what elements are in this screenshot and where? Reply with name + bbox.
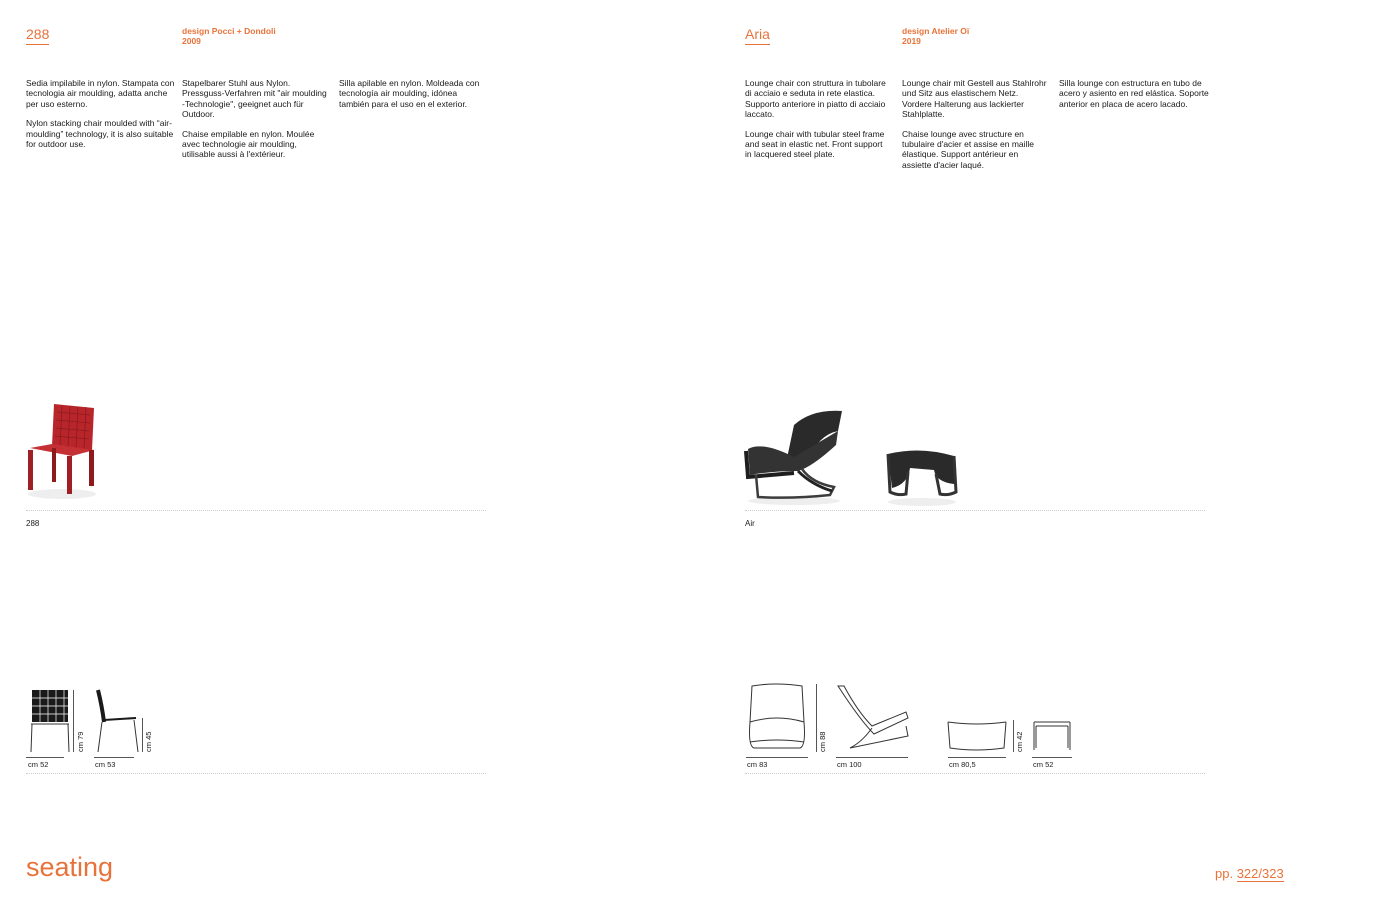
description-spanish: Silla lounge con estructura en tubo de acero y asiento en red elástica. Soporte anterior en placa de acero lacado. xyxy=(1059,78,1209,109)
chair-height-dimension: cm 88 xyxy=(818,731,827,752)
section-title: seating xyxy=(26,852,114,882)
design-credit xyxy=(902,26,969,46)
stool-depth-dimension-line xyxy=(1032,757,1072,758)
dotted-divider xyxy=(26,773,486,774)
width-dimension: cm 52 xyxy=(28,760,49,769)
stool-height-dimension-line xyxy=(1013,720,1014,752)
design-credit xyxy=(182,26,276,46)
image-caption: Air xyxy=(745,519,755,528)
description-german: Stapelbarer Stuhl aus Nylon. Pressguss-Verfahren mit "air moulding -Technologie", geeignet auch für Outdoor. xyxy=(182,78,327,120)
chair-side-drawing xyxy=(92,688,142,754)
seat-dimension-line xyxy=(142,718,143,752)
description-column-1 xyxy=(745,78,891,169)
stool-width-dimension: cm 80,5 xyxy=(949,760,976,769)
chair-height-dimension-line xyxy=(816,684,817,752)
description-column-3 xyxy=(339,78,489,118)
chair-depth-dimension-line xyxy=(836,757,908,758)
seat-height-dimension: cm 45 xyxy=(144,731,153,752)
depth-dimension: cm 53 xyxy=(95,760,116,769)
pages-prefix: pp. xyxy=(1215,866,1234,881)
page-numbers xyxy=(1215,866,1284,881)
stool-depth-dimension: cm 52 xyxy=(1033,760,1054,769)
dotted-divider xyxy=(745,773,1205,774)
chair-depth-dimension: cm 100 xyxy=(837,760,862,769)
description-english: Nylon stacking chair moulded with “air-moulding” technology, it is also suitable for outdoor use. xyxy=(26,118,174,150)
stool-image xyxy=(884,442,960,508)
description-italian: Sedia impilabile in nylon. Stampata con tecnologia air moulding, adatta anche per uso esterno. xyxy=(26,78,175,109)
depth-dimension-line xyxy=(94,757,134,758)
description-column-3 xyxy=(1059,78,1209,118)
lounge-front-drawing xyxy=(744,682,810,754)
description-column-2 xyxy=(182,78,327,169)
description-english: Lounge chair with tubular steel frame and seat in elastic net. Front support in lacquered steel plate. xyxy=(745,128,885,160)
description-german: Lounge chair mit Gestell aus Stahlrohr und Sitz aus elastischem Netz. Vordere Halterung aus lackierter Stahlplatte. xyxy=(902,78,1047,120)
chair-front-drawing xyxy=(26,688,74,754)
red-chair-image xyxy=(22,400,104,502)
stool-width-dimension-line xyxy=(948,757,1006,758)
description-french: Chaise empilable en nylon. Moulée avec technologie air moulding, utilisable aussi à l'extérieur. xyxy=(182,128,315,160)
stool-front-drawing xyxy=(946,718,1008,754)
height-dimension-line xyxy=(73,690,74,752)
stool-height-dimension: cm 42 xyxy=(1015,731,1024,752)
lounge-side-drawing xyxy=(834,682,912,754)
dotted-divider xyxy=(26,510,486,511)
chair-width-dimension: cm 83 xyxy=(747,760,768,769)
width-dimension-line xyxy=(26,757,64,758)
product-title-288: 288 xyxy=(26,26,49,45)
description-italian: Lounge chair con struttura in tubolare di acciaio e seduta in rete elastica. Supporto anteriore in piatto di acciaio laccato. xyxy=(745,78,886,120)
description-spanish: Silla apilable en nylon. Moldeada con tecnología air moulding, idónea también para el uso en el exterior. xyxy=(339,78,480,109)
dotted-divider xyxy=(745,510,1205,511)
product-title-aria: Aria xyxy=(745,26,770,45)
lounge-chair-image xyxy=(742,405,852,507)
designer-label: design Pocci + Dondoli xyxy=(182,26,276,36)
design-year: 2009 xyxy=(182,36,201,46)
height-dimension: cm 79 xyxy=(76,731,85,752)
design-year: 2019 xyxy=(902,36,921,46)
description-column-2 xyxy=(902,78,1048,179)
designer-label: design Atelier Oï xyxy=(902,26,970,36)
stool-side-drawing xyxy=(1030,718,1074,754)
description-column-1 xyxy=(26,78,176,158)
description-french: Chaise lounge avec structure en tubulaire d'acier et assise en maille élastique. Support antérieur en assiette d'acier laqué. xyxy=(902,128,1035,170)
image-caption: 288 xyxy=(26,519,40,528)
chair-width-dimension-line xyxy=(746,757,808,758)
pages-link[interactable]: 322/323 xyxy=(1236,866,1284,881)
